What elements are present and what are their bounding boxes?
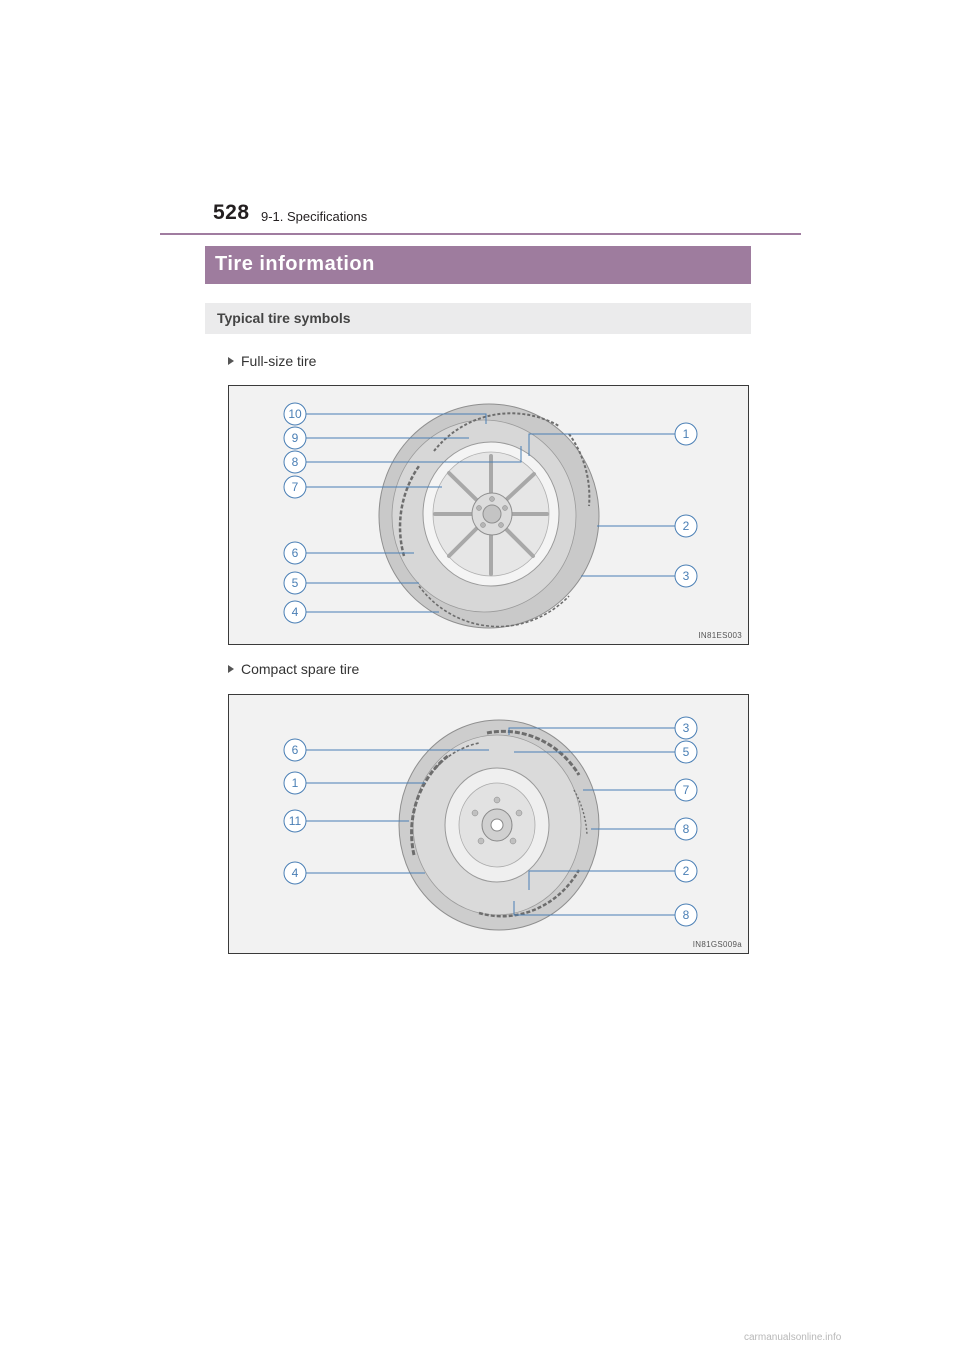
callout-number: 4: [291, 866, 299, 880]
callout-number: 6: [291, 546, 299, 560]
callout-number: 3: [682, 721, 690, 735]
callout-number: 10: [288, 407, 302, 421]
callout-number: 7: [682, 783, 690, 797]
callout-number: 8: [682, 908, 690, 922]
callout-number: 7: [291, 480, 299, 494]
callout-number: 1: [291, 776, 299, 790]
full-size-tire-figure: [228, 385, 749, 645]
bullet-full-size: [228, 353, 316, 369]
callout-number: 4: [291, 605, 299, 619]
callout-number: 1: [682, 427, 690, 441]
full-size-tire-drawing: [229, 386, 750, 646]
title-band: [205, 246, 751, 284]
callout-number: 2: [682, 864, 690, 878]
callout-number: 5: [682, 745, 690, 759]
callout-number: 11: [288, 814, 302, 828]
bullet-full-size-label: Full-size tire: [241, 353, 317, 369]
subtitle-band: [205, 303, 751, 334]
watermark: carmanualsonline.info: [744, 1332, 842, 1343]
callout-number: 2: [682, 519, 690, 533]
callout-number: 3: [682, 569, 690, 583]
page-number: 528: [213, 201, 250, 224]
callout-number: 9: [291, 431, 299, 445]
compact-spare-tire-figure: [228, 694, 749, 954]
page-title: Tire information: [215, 253, 375, 275]
callout-number: 8: [291, 455, 299, 469]
callout-number: 8: [682, 822, 690, 836]
compact-tire-drawing: [229, 695, 750, 955]
figure-code: IN81ES003: [698, 631, 742, 640]
bullet-arrow-icon: [228, 665, 234, 673]
bullet-compact: [228, 661, 359, 677]
section-label: 9-1. Specifications: [261, 209, 368, 224]
bullet-compact-label: Compact spare tire: [241, 661, 360, 677]
header-rule: [160, 233, 801, 235]
subtitle: Typical tire symbols: [217, 310, 351, 326]
figure-code: IN81GS009a: [692, 940, 742, 949]
bullet-arrow-icon: [228, 357, 234, 365]
callout-number: 5: [291, 576, 299, 590]
callout-number: 6: [291, 743, 299, 757]
